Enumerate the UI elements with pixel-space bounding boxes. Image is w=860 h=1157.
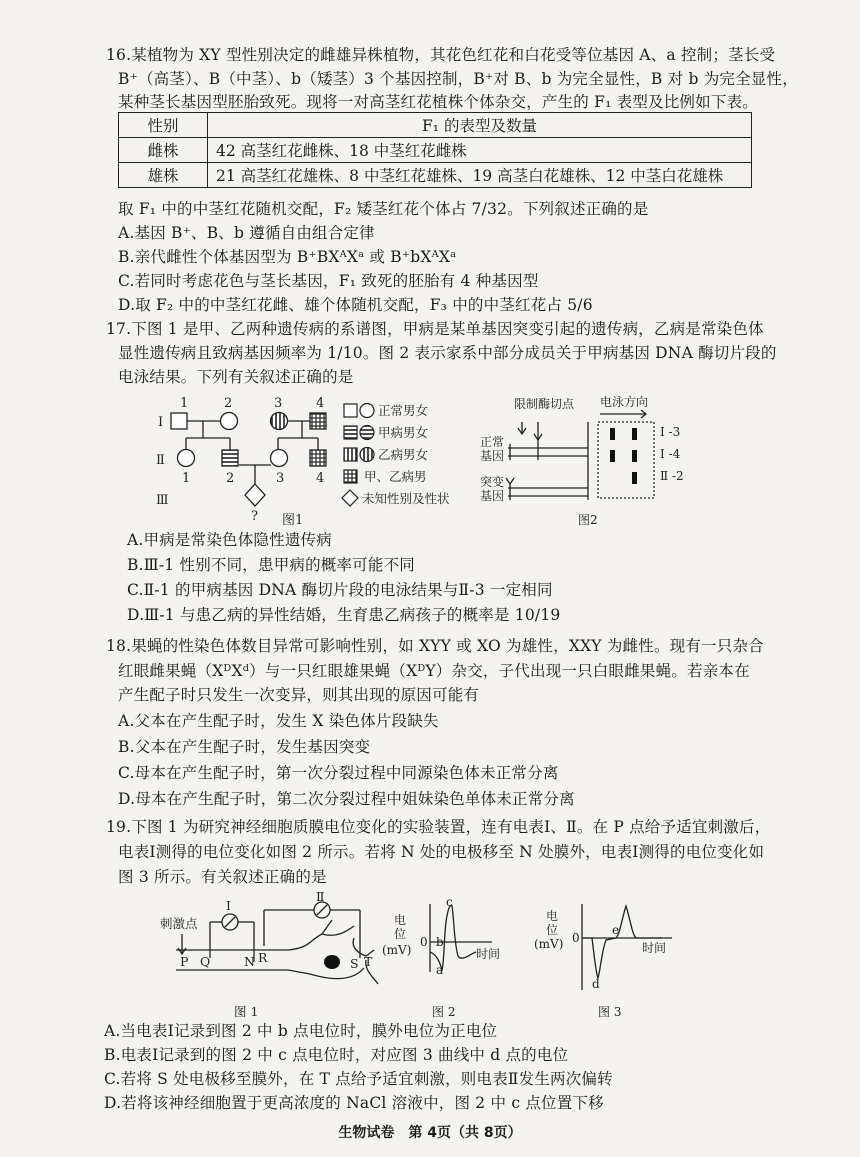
- label-2: 2: [224, 396, 233, 411]
- figure-caption: 图 2: [432, 1005, 456, 1019]
- legend-unknown: [342, 490, 358, 506]
- label-4: 4: [316, 471, 325, 486]
- point-N-label: N: [244, 954, 255, 969]
- axis-label: 时间: [642, 941, 667, 955]
- axis-label: 位: [546, 923, 559, 937]
- figure-caption: 图1: [282, 513, 304, 528]
- q17-option-a: A.甲病是常染色体隐性遗传病: [127, 531, 332, 549]
- q17-option-d: D.Ⅲ-1 与患乙病的异性结婚，生育患乙病孩子的概率是 10/19: [127, 606, 561, 624]
- q19-option-a: A.当电表Ⅰ记录到图 2 中 b 点电位时，膜外电位为正电位: [104, 1022, 498, 1040]
- meter-I-label: I: [226, 898, 231, 913]
- q19-stem-line2: 电表Ⅰ测得的电位变化如图 2 所示。若将 N 处的电极移至 N 处膜外，电表Ⅰ测得的电位变化如: [118, 843, 765, 861]
- lane-label: I -3: [660, 425, 681, 439]
- electrophoresis-figure: [470, 394, 715, 530]
- legend-ab-male: [344, 470, 357, 483]
- legend-normal-female: [360, 404, 374, 418]
- f1-phenotype-table: [118, 112, 752, 188]
- curve-point-b: b: [436, 935, 444, 949]
- stimulus-point-label: 刺激点: [160, 916, 198, 931]
- table-row: [119, 163, 752, 188]
- q18-stem-line2: 红眼雌果蝇（XᴰXᵈ）与一只红眼雄果蝇（XᴰY）杂交，子代出现一只白眼雌果蝇。若亲本在: [118, 662, 750, 680]
- q16-option-a: A.基因 B⁺、B、b 遵循自由组合定律: [118, 224, 375, 242]
- gel-band: [632, 450, 637, 462]
- label-3: 3: [276, 471, 285, 486]
- q18-option-d: D.母本在产生配子时，第二次分裂过程中姐妹染色单体未正常分离: [118, 790, 575, 808]
- enzyme-site-label: 限制酶切点: [514, 397, 575, 411]
- q16-option-d: D.取 F₂ 中的中茎红花雌、雄个体随机交配，F₃ 中的中茎红花占 5/6: [118, 296, 593, 314]
- q18-option-b: B.父本在产生配子时，发生基因突变: [118, 738, 371, 756]
- q18-stem-line1: 18.果蝇的性染色体数目异常可影响性别，如 XYY 或 XO 为雄性，XXY 为雌性。现有一只杂合: [106, 637, 764, 655]
- point-T-label: T: [364, 954, 373, 969]
- table-cell-female: 雌株: [119, 138, 208, 163]
- nerve-apparatus-figure: [160, 889, 390, 1022]
- potential-graph-2: [380, 895, 510, 1022]
- gen-label-II: Ⅱ: [156, 453, 165, 468]
- q16-stem-line1: 16.某植物为 XY 型性别决定的雌雄异株植物，其花色红花和白花受等位基因 A、a 控制；茎长受: [106, 46, 776, 64]
- point-R-label: R: [258, 950, 268, 965]
- legend-label: 乙病男女: [378, 447, 429, 462]
- gel-band: [610, 428, 615, 440]
- axis-label: 时间: [476, 947, 501, 961]
- figure-caption: 图 1: [234, 1004, 259, 1019]
- label-4: 4: [316, 396, 325, 411]
- label-1: 1: [180, 396, 189, 411]
- label-2: 2: [226, 471, 235, 486]
- lane-label: Ⅱ -2: [660, 469, 684, 483]
- cell-nucleus: [324, 955, 340, 969]
- q19-stem-line1: 19.下图 1 为研究神经细胞质膜电位变化的实验装置，连有电表Ⅰ、Ⅱ。在 P 点给予适宜刺激后，: [106, 818, 771, 836]
- label-3: 3: [274, 396, 283, 411]
- mutant-gene-label: 基因: [480, 489, 505, 503]
- curve-point-c: c: [446, 895, 453, 909]
- q16-option-c: C.若同时考虑花色与茎长基因，F₁ 致死的胚胎有 4 种基因型: [118, 272, 539, 290]
- table-header-f1: F₁ 的表型及数量: [208, 113, 752, 138]
- q16-stem-line2: B⁺（高茎）、B（中茎）、b（矮茎）3 个基因控制，B⁺对 B、b 为完全显性，B 对 b 为完全显性，: [118, 70, 798, 88]
- table-cell-male: 雄株: [119, 163, 208, 188]
- legend-normal-male: [344, 404, 357, 417]
- axis-unit: (mV): [534, 937, 564, 951]
- pedigree-I-4: [310, 413, 326, 429]
- point-S-label: S: [350, 956, 359, 971]
- figure-caption: 图2: [578, 513, 598, 527]
- unknown-mark: ?: [251, 509, 258, 524]
- axis-label: 位: [394, 927, 407, 941]
- direction-label: 电泳方向: [600, 395, 649, 409]
- lane-label: I -4: [660, 447, 681, 461]
- normal-gene-label: 正常: [480, 435, 505, 449]
- legend-a-female: [360, 426, 374, 440]
- curve-point-a: a: [436, 963, 444, 977]
- axis-unit: (mV): [382, 943, 412, 957]
- pedigree-II-4: [310, 450, 326, 466]
- q17-stem-line3: 电泳结果。下列有关叙述正确的是: [118, 368, 354, 386]
- pedigree-II-1: [178, 450, 195, 467]
- table-row: [119, 138, 752, 163]
- gel-band: [632, 428, 637, 440]
- pedigree-I-1: [171, 413, 187, 429]
- point-P-label: P: [180, 954, 189, 969]
- q17-stem-line2: 显性遗传病且致病基因频率为 1/10。图 2 表示家系中部分成员关于甲病基因 DNA 酶切片段的: [118, 344, 777, 362]
- axis-label: 电: [546, 909, 559, 923]
- gel-band: [632, 472, 637, 484]
- mutant-gene-label: 突变: [480, 475, 505, 489]
- q18-stem-line3: 产生配子时只发生一次变异，则其出现的原因可能有: [118, 686, 480, 704]
- table-header-row: [119, 113, 752, 138]
- potential-graph-3: [532, 898, 682, 1022]
- q19-stem-line3: 图 3 所示。有关叙述正确的是: [118, 868, 327, 886]
- point-Q-label: Q: [200, 954, 211, 969]
- q19-option-c: C.若将 S 处电极移至膜外，在 T 点给予适宜刺激，则电表Ⅱ发生两次偏转: [104, 1070, 613, 1088]
- legend-label: 甲、乙病男: [364, 469, 427, 484]
- axis-zero: 0: [420, 935, 428, 949]
- legend-label: 未知性别及性状: [362, 491, 450, 506]
- label-1: 1: [182, 471, 191, 486]
- pedigree-figure: [150, 392, 470, 530]
- normal-gene-label: 基因: [480, 449, 505, 463]
- pedigree-II-3: [271, 450, 288, 467]
- q16-option-b: B.亲代雌性个体基因型为 B⁺BXᴬXᵃ 或 B⁺bXᴬXᵃ: [118, 248, 457, 266]
- q19-option-b: B.电表Ⅰ记录到的图 2 中 c 点电位时，对应图 3 曲线中 d 点的电位: [104, 1046, 569, 1064]
- legend-label: 正常男女: [378, 403, 429, 418]
- axis-zero: 0: [572, 931, 580, 945]
- figure-caption: 图 3: [598, 1005, 622, 1019]
- gen-label-I: I: [158, 415, 164, 430]
- gel-band: [610, 450, 615, 462]
- table-cell-female-data: 42 高茎红花雌株、18 中茎红花雌株: [208, 138, 752, 163]
- legend-b-female: [360, 448, 374, 462]
- q17-option-b: B.Ⅲ-1 性别不同，患甲病的概率可能不同: [127, 556, 415, 574]
- q16-stem-line4: 取 F₁ 中的中茎红花随机交配，F₂ 矮茎红花个体占 7/32。下列叙述正确的是: [118, 200, 649, 218]
- q17-stem-line1: 17.下图 1 是甲、乙两种遗传病的系谱图，甲病是某单基因突变引起的遗传病，乙病是常染色体: [106, 320, 764, 338]
- q17-option-c: C.Ⅱ-1 的甲病基因 DNA 酶切片段的电泳结果与Ⅱ-3 一定相同: [127, 581, 553, 599]
- legend-label: 甲病男女: [378, 425, 429, 440]
- table-header-sex: 性别: [119, 113, 208, 138]
- pedigree-I-3: [271, 413, 288, 430]
- pedigree-I-2: [221, 413, 238, 430]
- pedigree-III-1: [245, 484, 265, 506]
- table-cell-male-data: 21 高茎红花雄株、8 中茎红花雄株、19 高茎白花雄株、12 中茎白花雄株: [208, 163, 752, 188]
- axis-label: 电: [394, 913, 407, 927]
- q18-option-c: C.母本在产生配子时，第一次分裂过程中同源染色体未正常分离: [118, 764, 559, 782]
- gen-label-III: Ⅲ: [156, 493, 169, 508]
- meter-II-label: Ⅱ: [316, 889, 325, 904]
- legend-a-male: [344, 426, 357, 439]
- page-footer: 生物试卷 第 4页（共 8页）: [338, 1125, 522, 1141]
- q19-option-d: D.若将该神经细胞置于更高浓度的 NaCl 溶液中，图 2 中 c 点位置下移: [104, 1094, 604, 1112]
- curve-point-e: e: [612, 923, 620, 937]
- legend-b-male: [344, 448, 357, 461]
- q18-option-a: A.父本在产生配子时，发生 X 染色体片段缺失: [118, 712, 439, 730]
- pedigree-II-2: [222, 450, 238, 466]
- q16-stem-line3: 某种茎长基因型胚胎致死。现将一对高茎红花植株个体杂交，产生的 F₁ 表型及比例如下表。: [118, 93, 758, 111]
- curve-point-d: d: [592, 977, 600, 991]
